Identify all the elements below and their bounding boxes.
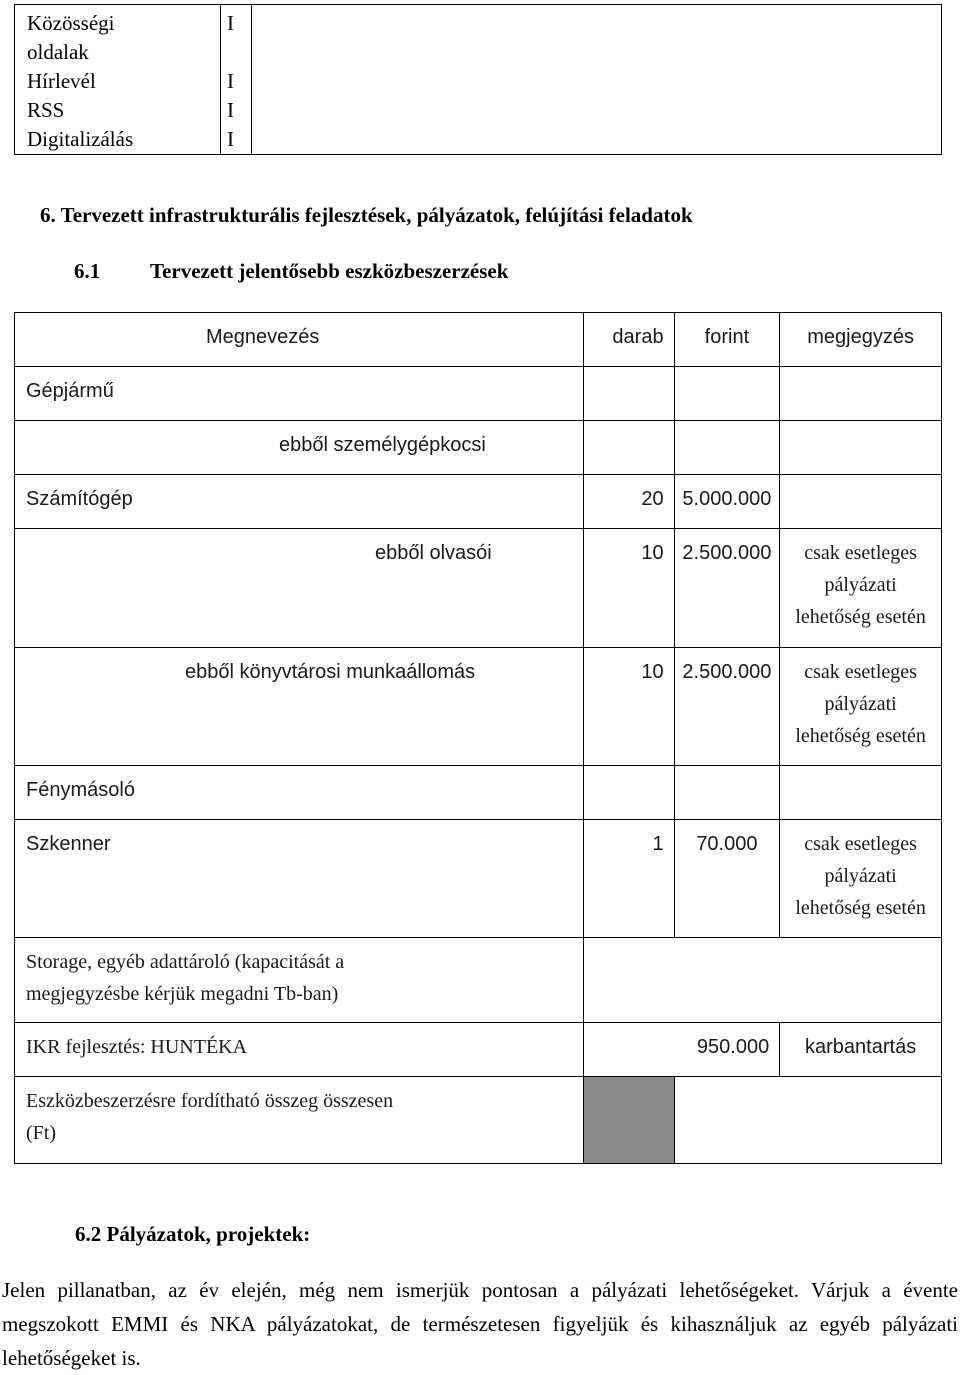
body-paragraph: Jelen pillanatban, az év elején, még nem ismerjük pontosan a pályázati lehetőségeket. Várjuk a évente megszokott EMMI és NKA pályázatokat, de természetesen figyeljük és kihasználjuk az egyéb pályázati lehetőségeket is. (2, 1278, 958, 1370)
header-name: Megnevezés (15, 313, 584, 367)
row-name: ebből könyvtárosi munkaállomás (15, 648, 584, 766)
row-forint: 70.000 (674, 820, 780, 938)
table-row (15, 820, 942, 938)
table-row (15, 529, 942, 648)
row-darab: 1 (584, 820, 674, 938)
name-line: Eszközbeszerzésre fordítható összeg összesen (26, 1090, 394, 1112)
table-row (15, 367, 942, 421)
service-names-cell (15, 5, 221, 155)
row-note (780, 367, 942, 421)
service-mark: I (227, 69, 234, 93)
row-darab: 10 (584, 529, 674, 648)
note-line: pályázati (824, 574, 897, 596)
row-note (780, 421, 942, 475)
name-line: Storage, egyéb adattároló (kapacitását a (26, 951, 345, 973)
row-name: Szkenner (15, 820, 584, 938)
row-forint: 5.000.000 (674, 475, 780, 529)
header-forint: forint (674, 313, 780, 367)
row-forint (674, 766, 780, 820)
row-forint: 2.500.000 (674, 529, 780, 648)
service-mark: I (227, 127, 234, 151)
row-darab (584, 766, 674, 820)
note-line: csak esetleges (804, 661, 917, 683)
note-line: lehetőség esetén (795, 725, 926, 747)
total-shaded-cell (584, 1077, 674, 1164)
note-line: lehetőség esetén (795, 606, 926, 628)
row-name (15, 938, 584, 1023)
section-number: 6.1 (74, 259, 101, 283)
row-note (780, 766, 942, 820)
section-6-heading: 6. Tervezett infrastrukturális fejlesztések, pályázatok, felújítási feladatok (40, 203, 693, 227)
row-forint (674, 421, 780, 475)
section-6-1-heading (74, 259, 508, 284)
table-row (15, 1023, 942, 1077)
row-name: ebből személygépkocsi (15, 421, 584, 475)
row-name: Gépjármű (15, 367, 584, 421)
table-row (15, 421, 942, 475)
row-forint (674, 367, 780, 421)
row-note (780, 529, 942, 648)
spacer (227, 38, 251, 67)
service-mark: I (227, 11, 234, 35)
row-note (780, 648, 942, 766)
table-row (15, 1077, 942, 1164)
row-note (780, 475, 942, 529)
service-name: RSS (27, 98, 65, 122)
table-header-row (15, 313, 942, 367)
note-line: pályázati (824, 693, 897, 715)
table-row (15, 766, 942, 820)
note-line: csak esetleges (804, 833, 917, 855)
row-note (780, 820, 942, 938)
row-name: ebből olvasói (15, 529, 584, 648)
row-name (15, 1077, 584, 1164)
table-row (15, 5, 942, 155)
service-name: Hírlevél (27, 69, 96, 93)
merged-empty-cell (584, 938, 942, 1023)
row-name: Fénymásoló (15, 766, 584, 820)
section-title: Tervezett jelentősebb eszközbeszerzések (150, 259, 509, 283)
total-value-cell (674, 1077, 941, 1164)
equipment-table (14, 312, 942, 1164)
table-row (15, 938, 942, 1023)
row-darab (584, 421, 674, 475)
row-name: IKR fejlesztés: HUNTÉKA (15, 1023, 584, 1077)
note-line: pályázati (824, 865, 897, 887)
section-6-2-heading: 6.2 Pályázatok, projektek: (75, 1222, 311, 1246)
note-line: csak esetleges (804, 542, 917, 564)
name-line: (Ft) (26, 1122, 56, 1144)
header-darab: darab (584, 313, 674, 367)
table-row (15, 475, 942, 529)
row-darab: 10 (584, 648, 674, 766)
row-forint: 950.000 (584, 1023, 780, 1077)
table-row (15, 648, 942, 766)
service-mark: I (227, 98, 234, 122)
service-name: Digitalizálás (27, 127, 134, 151)
online-services-table (14, 4, 942, 155)
row-darab (584, 367, 674, 421)
service-name: Közösségi (27, 11, 115, 35)
header-note: megjegyzés (780, 313, 942, 367)
row-forint: 2.500.000 (674, 648, 780, 766)
row-name: Számítógép (15, 475, 584, 529)
row-note: karbantartás (780, 1023, 942, 1077)
note-line: lehetőség esetén (795, 897, 926, 919)
empty-cell (252, 5, 942, 155)
row-darab: 20 (584, 475, 674, 529)
service-name: oldalak (27, 40, 89, 64)
name-line: megjegyzésbe kérjük megadni Tb-ban) (26, 983, 339, 1005)
service-marks-cell (221, 5, 252, 155)
